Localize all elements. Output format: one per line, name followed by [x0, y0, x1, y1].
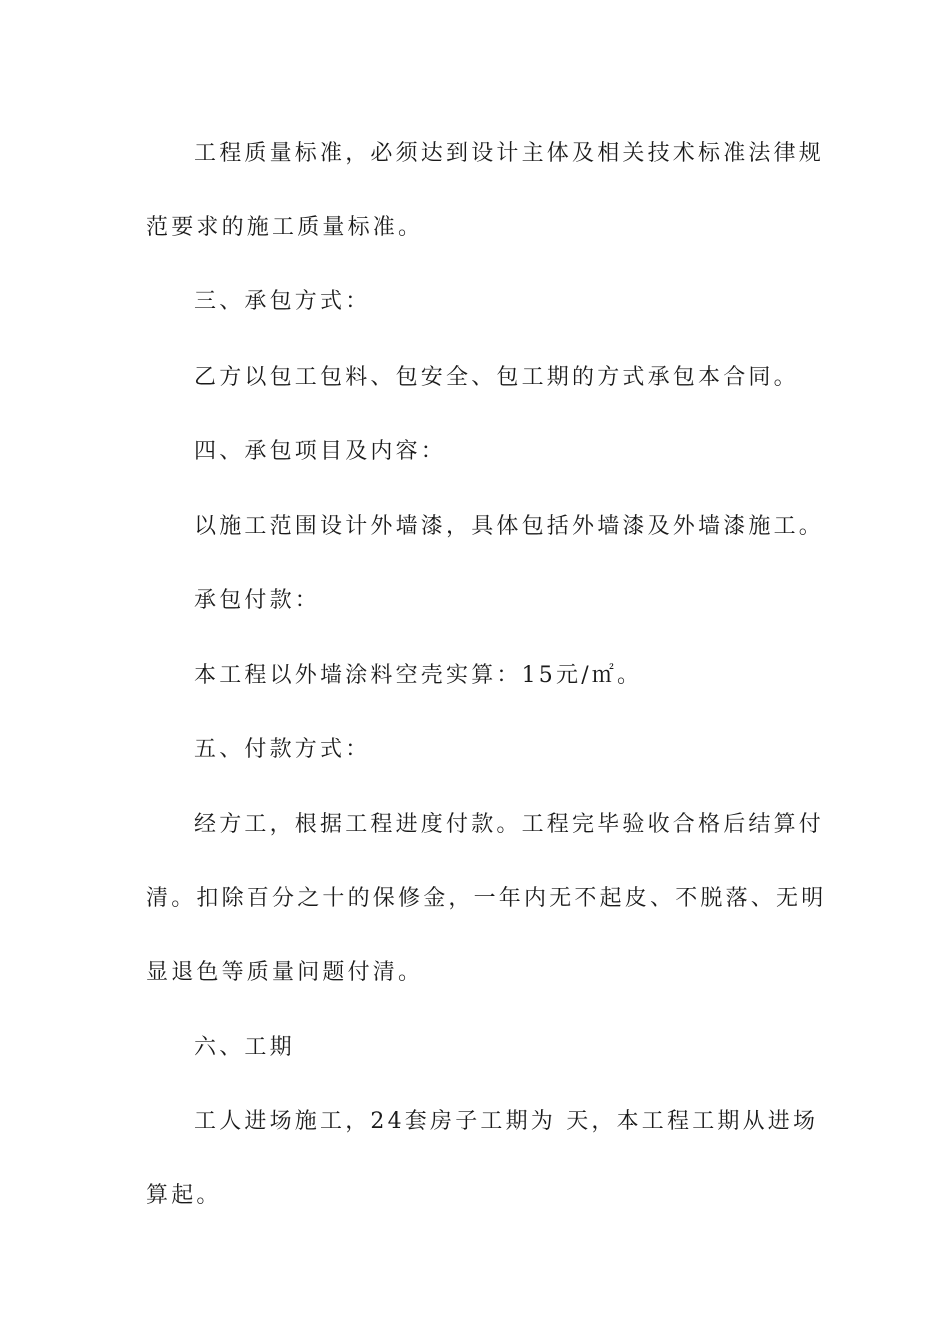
- paragraph-payment-line-1: 经方工，根据工程进度付款。工程完毕验收合格后结算付: [194, 812, 825, 837]
- heading-contract-method: 三、承包方式：: [194, 289, 371, 314]
- paragraph-contract-items: 以施工范围设计外墙漆，具体包括外墙漆及外墙漆施工。: [194, 514, 825, 539]
- heading-contract-payment: 承包付款：: [194, 588, 321, 613]
- heading-schedule: 六、工期: [194, 1035, 295, 1060]
- paragraph-quality-line-2: 范要求的施工质量标准。: [146, 215, 424, 240]
- paragraph-schedule-line-1: 工人进场施工，24套房子工期为 天，本工程工期从进场: [194, 1109, 819, 1134]
- paragraph-contract-payment: 本工程以外墙涂料空壳实算：15元/㎡。: [194, 663, 643, 688]
- paragraph-schedule-line-2: 算起。: [146, 1183, 222, 1208]
- heading-contract-items: 四、承包项目及内容：: [194, 439, 447, 464]
- paragraph-quality-line-1: 工程质量标准，必须达到设计主体及相关技术标准法律规: [194, 141, 825, 166]
- paragraph-payment-line-3: 显退色等质量问题付清。: [146, 960, 424, 985]
- paragraph-contract-method: 乙方以包工包料、包安全、包工期的方式承包本合同。: [194, 365, 799, 390]
- heading-payment-method: 五、付款方式：: [194, 737, 371, 762]
- paragraph-payment-line-2: 清。扣除百分之十的保修金，一年内无不起皮、不脱落、无明: [146, 886, 827, 911]
